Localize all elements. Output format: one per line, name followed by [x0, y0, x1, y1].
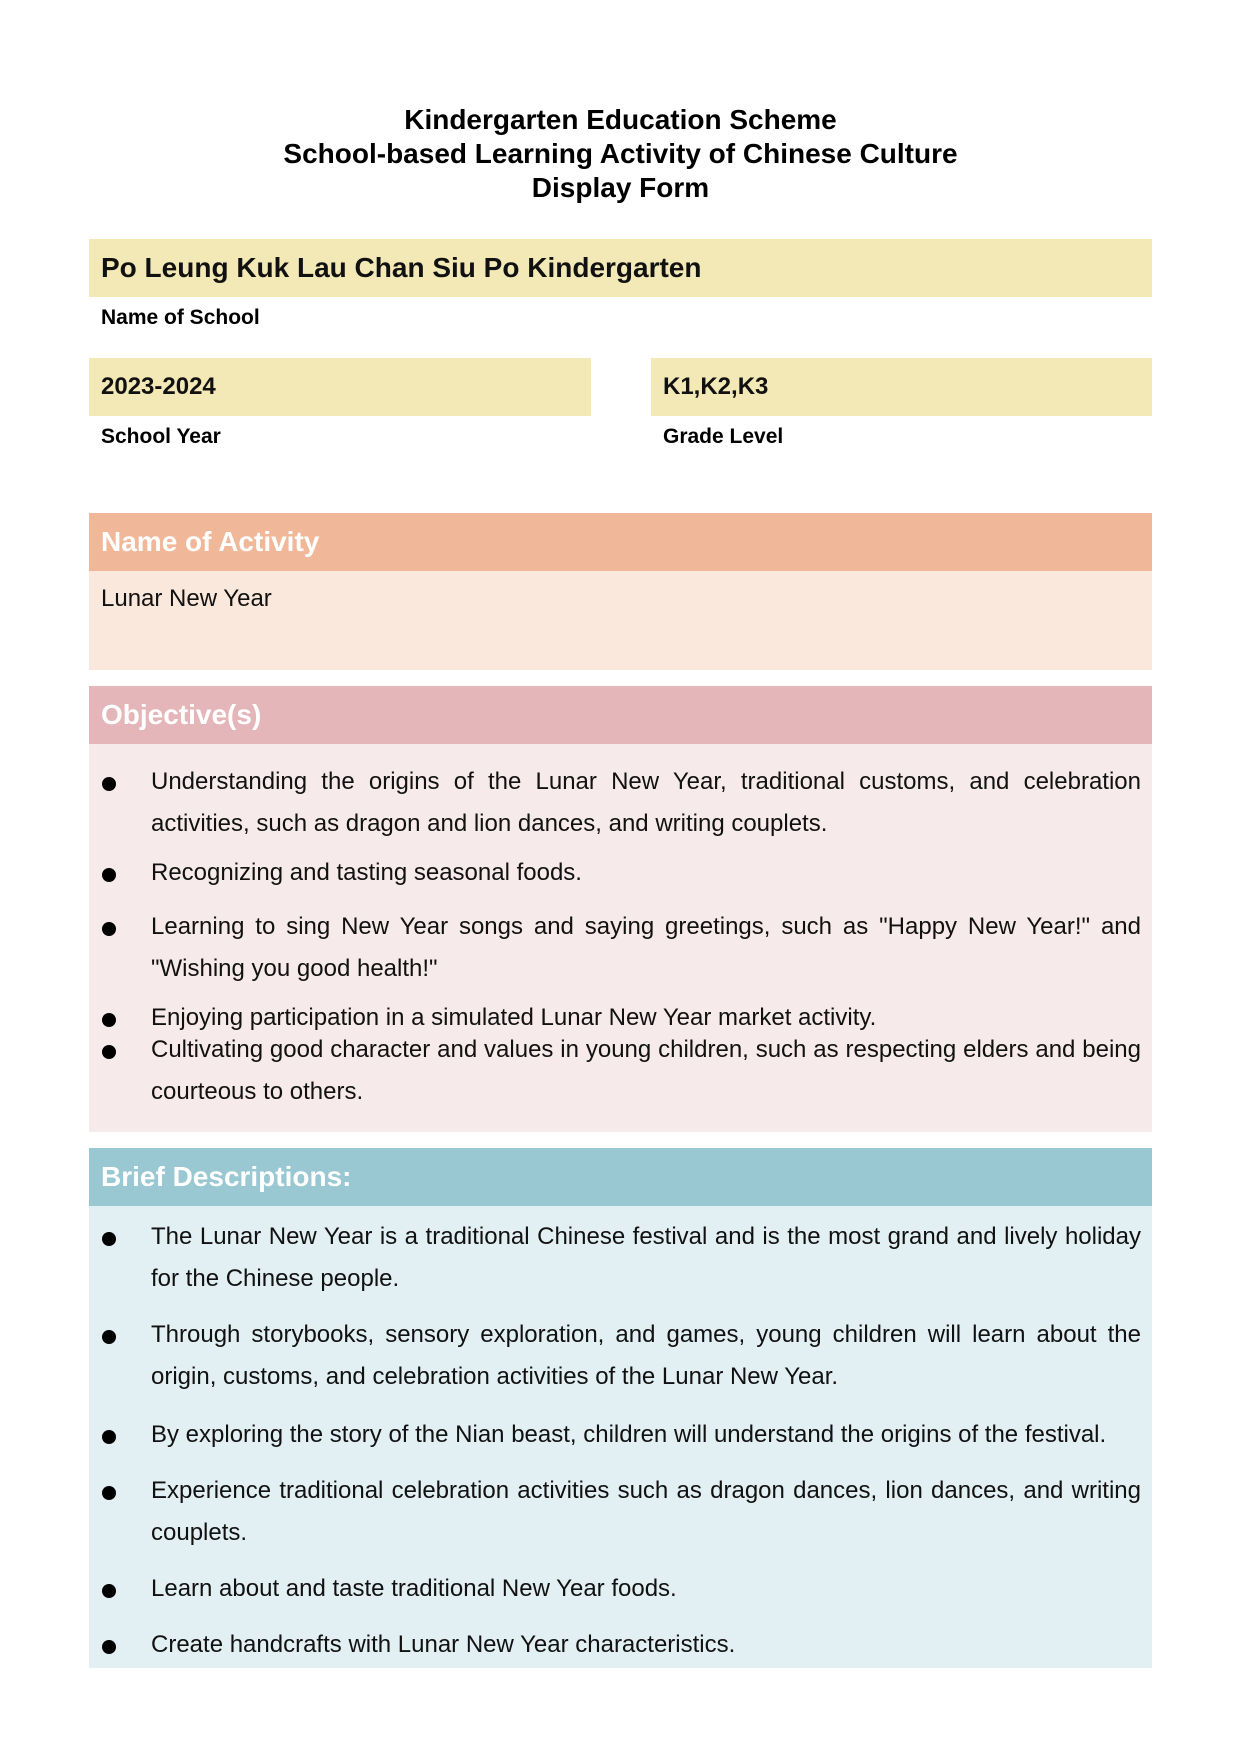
objective-text: Understanding the origins of the Lunar New Year, traditional customs, and celebration activities, such as dragon and lion dances, and writing couplets.	[151, 768, 1141, 837]
school-year-field	[89, 358, 591, 416]
brief-text: The Lunar New Year is a traditional Chinese festival and is the most grand and lively holiday for the Chinese people.	[151, 1223, 1141, 1292]
objective-text: Recognizing and tasting seasonal foods.	[151, 859, 582, 886]
bullet-icon	[102, 1584, 116, 1598]
form-title	[0, 103, 1241, 205]
objective-text: Cultivating good character and values in young children, such as respecting elders and being courteous to others.	[151, 1036, 1141, 1105]
school-name-value: Po Leung Kuk Lau Chan Siu Po Kindergarten	[101, 252, 702, 283]
brief-heading: Brief Descriptions:	[89, 1148, 1152, 1206]
brief-text: Through storybooks, sensory exploration, and games, young children will learn about the origin, customs, and celebration activities of the Lunar New Year.	[151, 1321, 1141, 1390]
activity-heading: Name of Activity	[89, 513, 1152, 571]
bullet-icon	[102, 1640, 116, 1654]
objective-text: Learning to sing New Year songs and saying greetings, such as "Happy New Year!" and "Wishing you good health!"	[151, 913, 1141, 982]
brief-list	[89, 1206, 1152, 1668]
objective-text: Enjoying participation in a simulated Lunar New Year market activity.	[151, 1004, 877, 1031]
bullet-icon	[102, 1045, 116, 1059]
objectives-list	[89, 744, 1152, 1132]
bullet-icon	[102, 777, 116, 791]
school-year-caption: School Year	[101, 425, 221, 448]
bullet-icon	[102, 1330, 116, 1344]
bullet-icon	[102, 1232, 116, 1246]
brief-text: Learn about and taste traditional New Year foods.	[151, 1575, 677, 1602]
activity-body	[89, 571, 1152, 670]
school-name-caption: Name of School	[101, 306, 260, 329]
grade-level-value: K1,K2,K3	[663, 373, 769, 400]
bullet-icon	[102, 1486, 116, 1500]
bullet-icon	[102, 922, 116, 936]
school-name-field	[89, 239, 1152, 297]
brief-text: Create handcrafts with Lunar New Year characteristics.	[151, 1631, 736, 1658]
objectives-heading: Objective(s)	[89, 686, 1152, 744]
brief-text: By exploring the story of the Nian beast, children will understand the origins of the festival.	[151, 1421, 1107, 1448]
brief-text: Experience traditional celebration activities such as dragon dances, lion dances, and writing couplets.	[151, 1477, 1141, 1546]
activity-name: Lunar New Year	[101, 585, 272, 612]
title-line-3: Display Form	[531, 172, 710, 203]
bullet-icon	[102, 1013, 116, 1027]
title-line-2: School-based Learning Activity of Chinese Culture	[283, 138, 958, 169]
grade-level-caption: Grade Level	[663, 425, 784, 448]
title-line-1: Kindergarten Education Scheme	[404, 104, 837, 135]
grade-level-field	[651, 358, 1152, 416]
bullet-icon	[102, 868, 116, 882]
bullet-icon	[102, 1430, 116, 1444]
school-year-value: 2023-2024	[101, 373, 216, 400]
